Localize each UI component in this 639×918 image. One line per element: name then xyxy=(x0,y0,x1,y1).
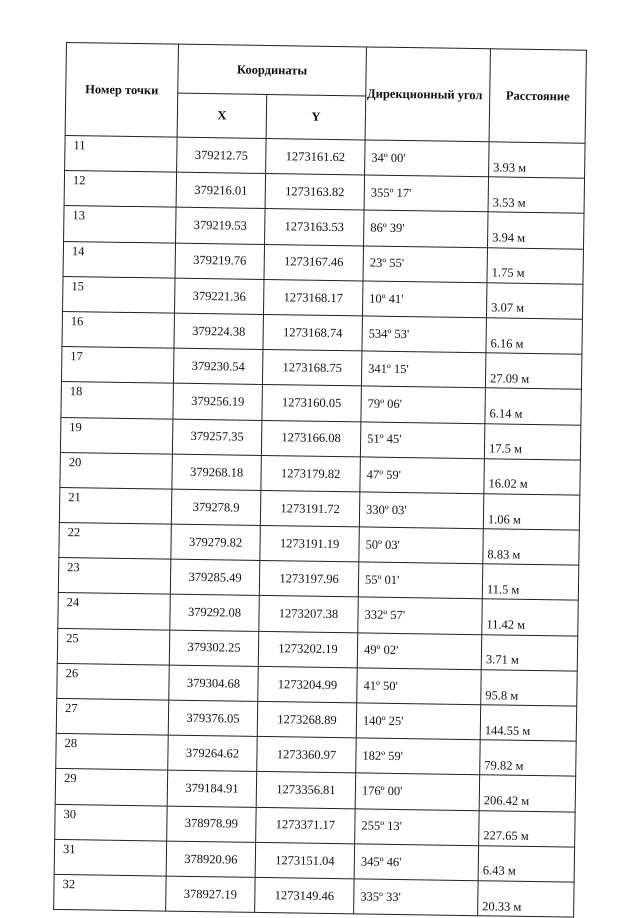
table-body xyxy=(54,135,585,917)
x-coordinate-cell: 379257.35 xyxy=(172,419,262,456)
point-number-cell: 30 xyxy=(55,804,168,841)
distance-cell: 17.5 м xyxy=(484,423,581,460)
distance-cell: 11.5 м xyxy=(482,564,579,601)
y-coordinate-cell: 1273163.53 xyxy=(265,209,365,246)
point-number-cell: 21 xyxy=(59,487,172,524)
direction-angle-cell: 10º 41' xyxy=(362,281,487,318)
point-number-cell: 13 xyxy=(64,206,177,243)
table-row xyxy=(54,874,574,917)
distance-cell: 206.42 м xyxy=(479,775,576,812)
header-coordinates: Координаты xyxy=(178,44,367,95)
distance-cell: 144.55 м xyxy=(480,705,577,742)
distance-cell: 16.02 м xyxy=(484,458,581,495)
x-coordinate-cell: 379219.53 xyxy=(176,208,266,245)
x-coordinate-cell: 379224.38 xyxy=(174,313,264,350)
x-coordinate-cell: 379376.05 xyxy=(168,700,258,737)
y-coordinate-cell: 1273151.04 xyxy=(255,842,355,879)
distance-cell: 1.75 м xyxy=(487,247,584,284)
x-coordinate-cell: 379302.25 xyxy=(169,630,259,667)
point-number-cell: 31 xyxy=(54,839,167,876)
distance-cell: 6.16 м xyxy=(486,318,583,355)
x-coordinate-cell: 379279.82 xyxy=(171,524,261,561)
distance-cell: 95.8 м xyxy=(481,670,578,707)
x-coordinate-cell: 379278.9 xyxy=(171,489,261,526)
point-number-cell: 22 xyxy=(59,523,172,560)
point-number-cell: 29 xyxy=(55,769,168,806)
point-number-cell: 25 xyxy=(57,628,170,665)
direction-angle-cell: 49º 02' xyxy=(357,633,482,670)
x-coordinate-cell: 379256.19 xyxy=(173,383,263,420)
point-number-cell: 32 xyxy=(54,874,167,911)
point-number-cell: 24 xyxy=(58,593,171,630)
header-direction-angle-label: Дирекционный угол xyxy=(366,86,483,102)
distance-cell: 3.94 м xyxy=(488,212,585,249)
direction-angle-cell: 345º 46' xyxy=(354,844,479,881)
y-coordinate-cell: 1273167.46 xyxy=(264,244,364,281)
y-coordinate-cell: 1273207.38 xyxy=(259,596,359,633)
y-coordinate-cell: 1273168.17 xyxy=(263,279,363,316)
y-coordinate-cell: 1273191.19 xyxy=(260,525,360,562)
x-coordinate-cell: 379268.18 xyxy=(172,454,262,491)
x-coordinate-cell: 378920.96 xyxy=(166,841,256,878)
direction-angle-cell: 23º 55' xyxy=(363,245,488,282)
x-coordinate-cell: 379264.62 xyxy=(168,735,258,772)
x-coordinate-cell: 379212.75 xyxy=(177,137,267,174)
direction-angle-cell: 332º 57' xyxy=(358,597,483,634)
distance-cell: 8.83 м xyxy=(483,529,580,566)
x-coordinate-cell: 379285.49 xyxy=(170,559,260,596)
point-number-cell: 19 xyxy=(60,417,173,454)
x-coordinate-cell: 378927.19 xyxy=(166,876,256,913)
y-coordinate-cell: 1273202.19 xyxy=(258,631,358,668)
point-number-cell: 15 xyxy=(63,276,176,313)
distance-cell: 79.82 м xyxy=(480,740,577,777)
coordinates-table xyxy=(53,42,587,918)
direction-angle-cell: 182º 59' xyxy=(356,738,481,775)
x-coordinate-cell: 379304.68 xyxy=(169,665,259,702)
direction-angle-cell: 47º 59' xyxy=(360,457,485,494)
distance-cell: 3.53 м xyxy=(488,177,585,214)
x-coordinate-cell: 379221.36 xyxy=(174,278,264,315)
direction-angle-cell: 41º 50' xyxy=(357,668,482,705)
header-y: Y xyxy=(266,94,366,140)
header-distance: Расстояние xyxy=(489,49,586,143)
distance-cell: 227.65 м xyxy=(479,810,576,847)
distance-cell: 20.33 м xyxy=(478,881,575,918)
direction-angle-cell: 330º 03' xyxy=(359,492,484,529)
direction-angle-cell: 51º 45' xyxy=(360,421,485,458)
x-coordinate-cell: 379219.76 xyxy=(175,243,265,280)
y-coordinate-cell: 1273371.17 xyxy=(256,807,356,844)
x-coordinate-cell: 378978.99 xyxy=(167,806,257,843)
x-coordinate-cell: 379184.91 xyxy=(167,770,257,807)
direction-angle-cell: 255º 13' xyxy=(355,808,480,845)
point-number-cell: 17 xyxy=(61,347,174,384)
distance-cell: 3.93 м xyxy=(489,142,586,179)
y-coordinate-cell: 1273163.82 xyxy=(265,174,365,211)
distance-cell: 6.43 м xyxy=(478,845,575,882)
distance-cell: 3.07 м xyxy=(486,283,583,320)
distance-cell: 1.06 м xyxy=(483,494,580,531)
direction-angle-cell: 355º 17' xyxy=(364,175,489,212)
point-number-cell: 11 xyxy=(65,135,178,172)
direction-angle-cell: 176º 00' xyxy=(355,773,480,810)
direction-angle-cell: 86º 39' xyxy=(364,210,489,247)
y-coordinate-cell: 1273168.75 xyxy=(262,350,362,387)
direction-angle-cell: 341º 15' xyxy=(361,351,486,388)
y-coordinate-cell: 1273360.97 xyxy=(257,737,357,774)
point-number-cell: 23 xyxy=(58,558,171,595)
y-coordinate-cell: 1273179.82 xyxy=(261,455,361,492)
direction-angle-cell: 34º 00' xyxy=(365,140,490,177)
y-coordinate-cell: 1273197.96 xyxy=(259,561,359,598)
y-coordinate-cell: 1273191.72 xyxy=(260,490,360,527)
direction-angle-cell: 50º 03' xyxy=(359,527,484,564)
distance-cell: 11.42 м xyxy=(482,599,579,636)
distance-cell: 3.71 м xyxy=(481,634,578,671)
x-coordinate-cell: 379230.54 xyxy=(173,348,263,385)
y-coordinate-cell: 1273268.89 xyxy=(257,701,357,738)
y-coordinate-cell: 1273160.05 xyxy=(262,385,362,422)
direction-angle-cell: 79º 06' xyxy=(361,386,486,423)
y-coordinate-cell: 1273166.08 xyxy=(261,420,361,457)
direction-angle-cell: 534º 53' xyxy=(362,316,487,353)
header-point-number: Номер точки xyxy=(65,43,178,138)
header-x: X xyxy=(177,93,267,139)
point-number-cell: 16 xyxy=(62,311,175,348)
distance-cell: 6.14 м xyxy=(485,388,582,425)
y-coordinate-cell: 1273161.62 xyxy=(266,138,366,175)
x-coordinate-cell: 379292.08 xyxy=(170,595,260,632)
direction-angle-cell: 335º 33' xyxy=(354,879,479,916)
direction-angle-cell: 140º 25' xyxy=(356,703,481,740)
point-number-cell: 26 xyxy=(57,663,170,700)
point-number-cell: 28 xyxy=(56,734,169,771)
y-coordinate-cell: 1273168.74 xyxy=(263,314,363,351)
header-direction-angle xyxy=(365,47,490,142)
coordinates-table-container xyxy=(53,42,586,918)
point-number-cell: 12 xyxy=(64,171,177,208)
y-coordinate-cell: 1273356.81 xyxy=(256,772,356,809)
point-number-cell: 18 xyxy=(61,382,174,419)
x-coordinate-cell: 379216.01 xyxy=(176,172,266,209)
point-number-cell: 27 xyxy=(56,698,169,735)
point-number-cell: 14 xyxy=(63,241,176,278)
direction-angle-cell: 55º 01' xyxy=(358,562,483,599)
y-coordinate-cell: 1273149.46 xyxy=(255,877,355,914)
y-coordinate-cell: 1273204.99 xyxy=(258,666,358,703)
point-number-cell: 20 xyxy=(60,452,173,489)
distance-cell: 27.09 м xyxy=(485,353,582,390)
